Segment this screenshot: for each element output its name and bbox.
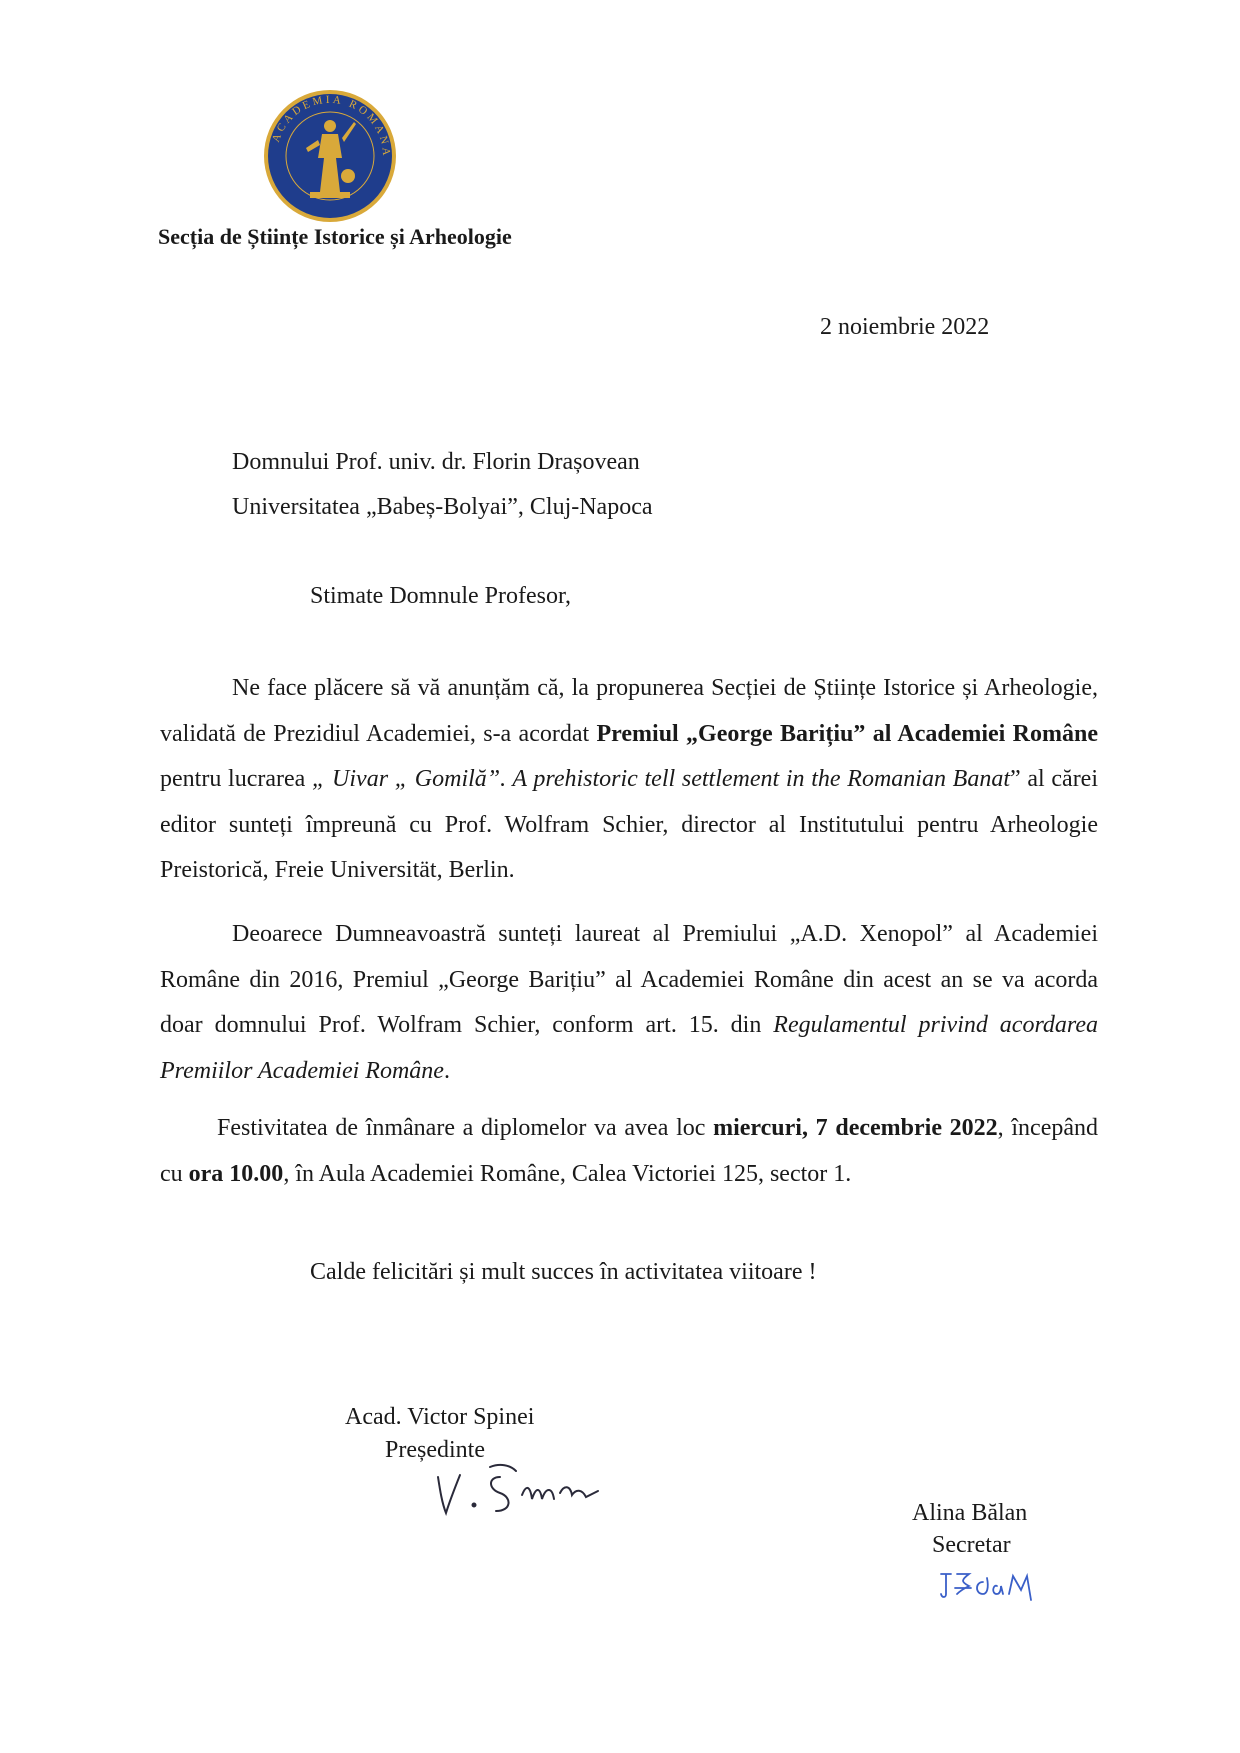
president-name: Acad. Victor Spinei — [345, 1404, 535, 1430]
work-title: „ Uivar „ Gomilă”. A prehistoric tell settlement in the Romanian Banat — [312, 766, 1010, 792]
section-title: Secția de Științe Istorice și Arheologie — [158, 224, 512, 249]
paragraph-laureate-note: Deoarece Dumneavoastră sunteți laureat al Premiului „A.D. Xenopol” al Academiei Române din 2016, Premiul „George Barițiu” al Academiei Române din acest an se va acorda doar domnului Prof. Wolfram Schier, conform art. 15. din Regulamentul privind acordarea Premiilor Academiei Române. — [160, 921, 1098, 1084]
salutation: Stimate Domnule Profesor, — [310, 583, 571, 609]
ceremony-date: miercuri, 7 decembrie 2022 — [713, 1115, 998, 1141]
recipient-institution: Universitatea „Babeș-Bolyai”, Cluj-Napoca — [232, 494, 653, 520]
award-name: Premiul „George Barițiu” al Academiei Române — [596, 720, 1098, 747]
regulation-title: Regulamentul privind acordarea Premiilor Academiei Române — [160, 1012, 1098, 1084]
recipient-block — [232, 440, 653, 530]
closing-line: Calde felicitări și mult succes în activitatea viitoare ! — [310, 1259, 817, 1285]
ceremony-time: ora 10.00 — [188, 1160, 284, 1187]
paragraph-award-announcement: Ne face plăcere să vă anunțăm că, la propunerea Secției de Științe Istorice și Arheologie, validată de Prezidiul Academiei, s-a acordat Premiul „George Barițiu” al Academiei Române pentru lucrarea „ Uivar „ Gomilă”. A prehistoric tell settlement in the Romanian Banat” al cărei editor sunteți împreună cu Prof. Wolfram Schier, director al Institutului pentru Arheologie Preistorică, Freie Universität, Berlin. — [160, 675, 1099, 883]
recipient-name: Domnului Prof. univ. dr. Florin Drașovean — [232, 449, 640, 475]
paragraph-ceremony-details: Festivitatea de înmânare a diplomelor va avea loc miercuri, 7 decembrie 2022, începând cu ora 10.00, în Aula Academiei Române, Calea Victoriei 125, sector 1. — [160, 1115, 1098, 1187]
letter-date: 2 noiembrie 2022 — [820, 314, 990, 340]
svg-text:ACADEMIA ROMANA: ACADEMIA ROMANA — [269, 93, 393, 159]
academia-romana-seal-logo — [262, 88, 398, 224]
secretary-name: Alina Bălan — [912, 1500, 1028, 1526]
president-handwritten-signature — [430, 1455, 660, 1525]
president-role: Președinte — [385, 1437, 485, 1463]
secretary-role: Secretar — [932, 1532, 1011, 1558]
secretary-handwritten-signature — [935, 1560, 1055, 1610]
